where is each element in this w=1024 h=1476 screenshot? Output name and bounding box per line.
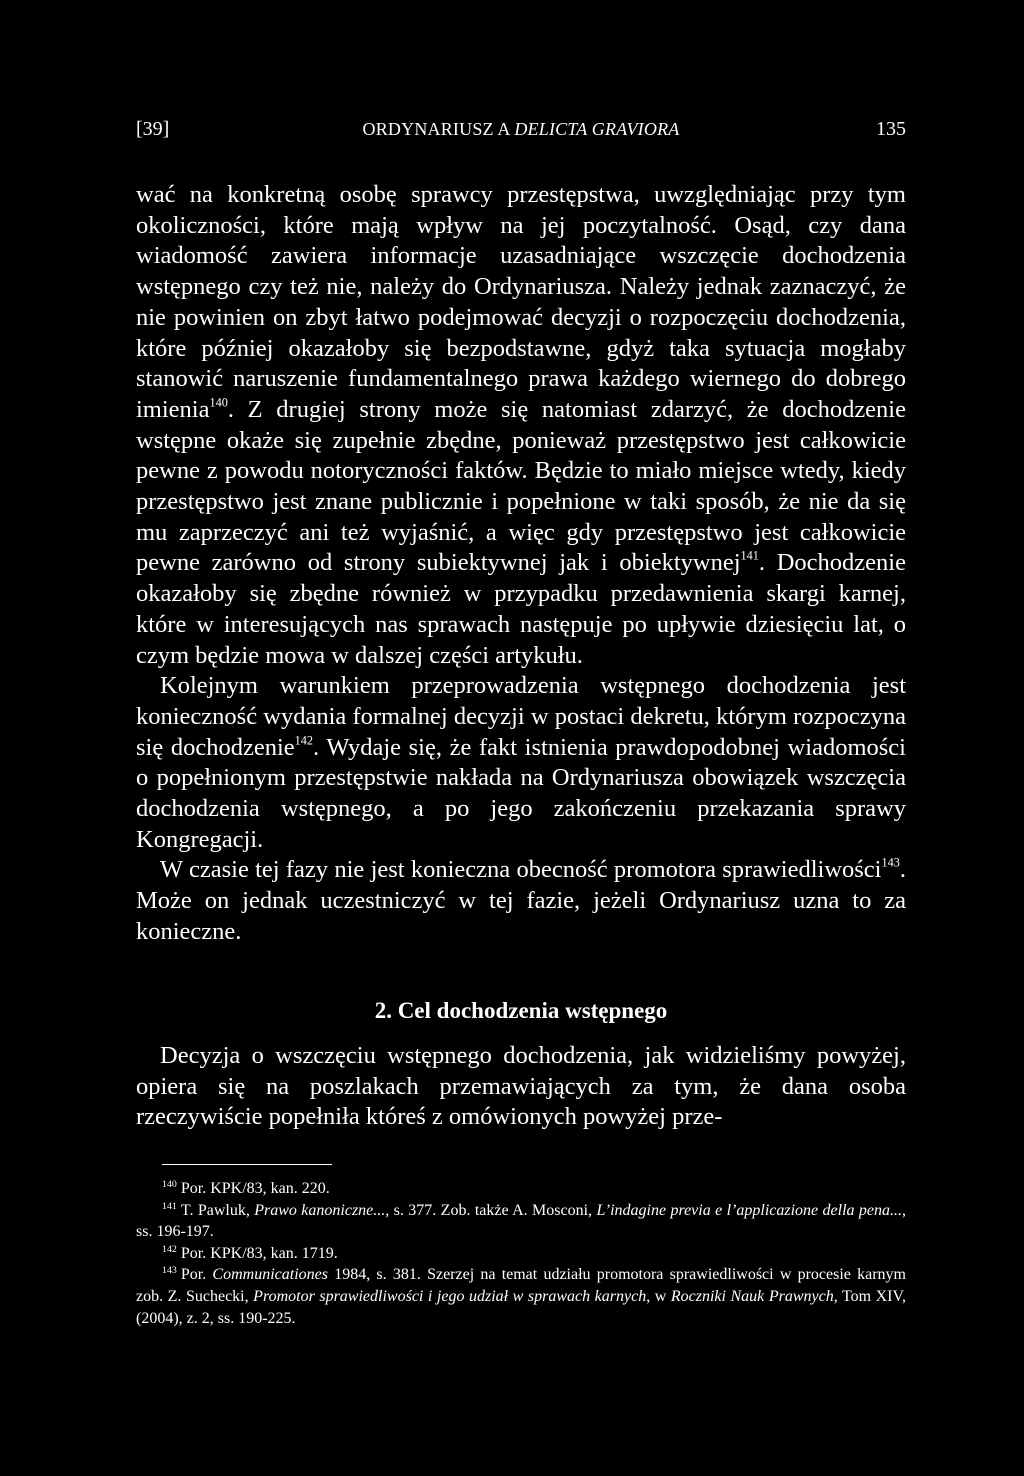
footnote-divider (162, 1164, 332, 1165)
running-title (136, 114, 906, 144)
footnote-text: T. Pawluk, (180, 1201, 255, 1219)
footnote-text: Por. KPK/83, kan. 1719. (180, 1244, 338, 1262)
page-number: 135 (876, 118, 906, 140)
footnote-text: Por. KPK/83, kan. 220. (180, 1180, 330, 1197)
footnote-text: , w (646, 1287, 671, 1305)
footnote-143 (136, 1264, 906, 1329)
paragraph-2-text-a: Kolejnym warunkiem przeprowadzenia wstępnego dochodzenia jest konieczność wydania formalnej decyzji w postaci dekretu, którym rozpoczyna się dochodzenie (136, 672, 906, 761)
footnote-text: 1984, s. 381. Szerzej na temat udziału promotora sprawiedliwości w procesie karnym zob. Z. Suchecki, (136, 1266, 906, 1305)
section-paragraph: Decyzja o wszczęciu wstępnego dochodzenia, jak widzieliśmy powyżej, opiera się na poszlakach przemawiających za tym, że dana osoba rzeczywiście popełniła któreś z omówionych powyżej prze- (136, 1042, 906, 1131)
footnote-text: , s. 377. Zob. także A. Mosconi, (385, 1201, 597, 1219)
footnote-text: , Tom XIV, (2004), z. 2, ss. 190-225. (136, 1287, 906, 1327)
section-marker: [39] (136, 118, 170, 140)
footnote-142 (136, 1243, 906, 1265)
paragraph-3-text-a: W czasie tej fazy nie jest konieczna obecność promotora sprawiedliwości (160, 856, 882, 884)
footnote-number: 140 (162, 1179, 177, 1191)
footnote-italic-title: Roczniki Nauk Prawnych (670, 1287, 834, 1305)
footnote-italic-title: Communicationes (212, 1266, 328, 1284)
footnote-italic-title: L’indagine previa e l’applicazione della pena... (596, 1201, 903, 1219)
footnote-ref-141[interactable]: 141 (740, 549, 759, 564)
footnote-140 (136, 1178, 906, 1200)
footnote-number: 142 (162, 1243, 177, 1255)
body-text (136, 180, 906, 948)
running-title-prefix: ORDYNARIUSZ A (362, 119, 515, 139)
paragraph-2 (136, 671, 906, 855)
footnote-ref-143[interactable]: 143 (881, 856, 900, 871)
paragraph-3 (136, 855, 906, 947)
footnote-ref-140[interactable]: 140 (209, 395, 228, 410)
footnote-text: Por. (180, 1266, 213, 1284)
running-title-italic: DELICTA GRAVIORA (514, 119, 680, 139)
footnote-number: 143 (162, 1265, 177, 1277)
footnote-italic-title: Promotor sprawiedliwości i jego udział w sprawach karnych (253, 1287, 647, 1305)
paragraph-1-text-a: wać na konkretną osobę sprawcy przestępstwa, uwzględniając przy tym okoliczności, które mają wpływ na jej poczytalność. Osąd, czy dana wiadomość zawiera informacje uzasadniające wszczęcie dochodzenia wstępnego czy też nie, należy do Ordynariusza. Należy jednak zaznaczyć, że nie powinien on zbyt łatwo podejmować decyzji o rozpoczęciu dochodzenia, które później okazałoby się bezpodstawne, gdyż taka sytuacja mogłaby stanowić naruszenie fundamentalnego prawa każdego wiernego do dobrego imienia (136, 181, 906, 423)
paragraph-1-text-b: . Z drugiej strony może się natomiast zdarzyć, że dochodzenie wstępne okaże się zupełnie zbędne, ponieważ przestępstwo jest całkowicie pewne z powodu notoryczności faktów. Będzie to miało miejsce wtedy, kiedy przestępstwo jest znane publicznie i popełnione w taki sposób, że nie da się mu zaprzeczyć ani też wyjaśnić, a więc gdy przestępstwo jest całkowicie pewne zarówno od strony subiektywnej jak i obiektywnej (136, 395, 906, 577)
section-heading: 2. Cel dochodzenia wstępnego (374, 998, 668, 1023)
footnotes (136, 1178, 906, 1329)
footnote-141 (136, 1200, 906, 1243)
footnote-ref-142[interactable]: 142 (294, 733, 314, 748)
running-head (136, 114, 906, 144)
footnote-text: , ss. 196-197. (136, 1201, 907, 1241)
paragraph-2-text-b: . Wydaje się, że fakt istnienia prawdopodobnej wiadomości o popełnionym przestępstwie nakłada na Ordynariusza obowiązek wszczęcia dochodzenia wstępnego, a po jego zakończeniu przekazania sprawy Kongregacji. (136, 733, 906, 853)
paragraph-1-text-c: . Dochodzenie okazałoby się zbędne również w przypadku przedawnienia skargi karnej, które w interesujących nas sprawach następuje po upływie dziesięciu lat, o czym będzie mowa w dalszej części artykułu. (136, 549, 906, 669)
paragraph-3-text-b: . Może on jednak uczestniczyć w tej fazie, jeżeli Ordynariusz uzna to za konieczne. (136, 856, 906, 945)
paragraph-1 (136, 180, 906, 671)
footnote-italic-title: Prawo kanoniczne... (254, 1201, 386, 1219)
footnote-number: 141 (162, 1200, 177, 1212)
